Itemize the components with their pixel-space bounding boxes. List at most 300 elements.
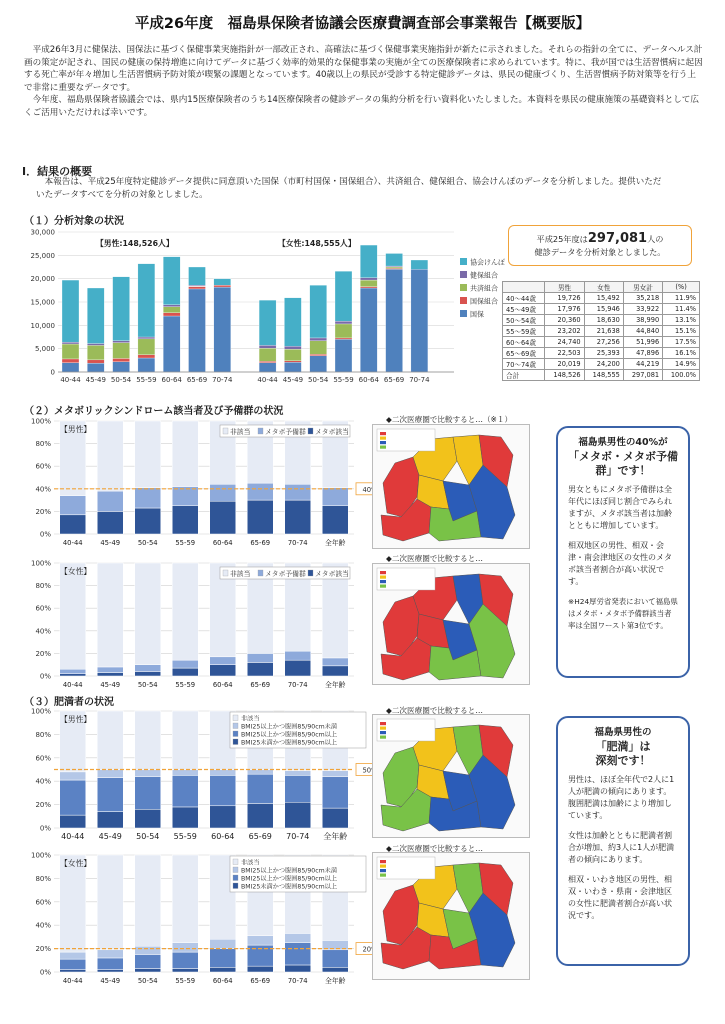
x-tick-label: 70-74 bbox=[287, 681, 308, 689]
bar-segment bbox=[285, 771, 311, 776]
bar-segment bbox=[335, 338, 352, 339]
legend-swatch bbox=[460, 258, 467, 265]
bar-segment bbox=[310, 338, 327, 341]
bar-segment bbox=[247, 662, 273, 676]
y-tick-label: 30,000 bbox=[30, 228, 55, 237]
map-legend-swatch bbox=[380, 571, 386, 574]
y-tick-label: 40% bbox=[35, 485, 51, 494]
bar-segment bbox=[138, 355, 155, 358]
bar-segment bbox=[360, 278, 377, 280]
bar-segment bbox=[259, 361, 276, 362]
x-tick-label: 全年齢 bbox=[325, 539, 346, 547]
table-header-cell bbox=[503, 282, 545, 293]
bar-segment bbox=[310, 356, 327, 372]
legend-swatch bbox=[223, 570, 228, 576]
metabo-box-text-1: 男女ともにメタボ予備群は全年代にほぼ同じ割合でみられますが、メタボ該当者は加齢とともに増加しています。 bbox=[568, 485, 672, 530]
bar-segment bbox=[210, 967, 236, 972]
x-tick-label: 60-64 bbox=[212, 977, 233, 985]
y-tick-label: 20% bbox=[35, 649, 51, 658]
bar-segment bbox=[163, 316, 180, 372]
table-cell: 19,726 bbox=[545, 293, 584, 304]
bar-segment bbox=[284, 298, 301, 347]
map-legend-swatch bbox=[380, 432, 386, 435]
bar-segment bbox=[386, 253, 403, 266]
y-tick-label: 80% bbox=[35, 582, 51, 591]
bar-segment bbox=[247, 483, 273, 500]
bar-segment bbox=[322, 777, 348, 809]
x-tick-label: 70-74 bbox=[287, 539, 308, 547]
bar-segment bbox=[87, 344, 104, 346]
region-map-obesity-female bbox=[372, 852, 530, 980]
y-tick-label: 100% bbox=[30, 851, 51, 860]
subjects-chart bbox=[20, 224, 505, 396]
table-cell: 44,219 bbox=[623, 359, 662, 370]
bar-segment bbox=[322, 666, 348, 676]
bar-segment bbox=[97, 950, 123, 958]
map-caption-1: ◆二次医療圏で比較すると…（※１） bbox=[386, 415, 513, 424]
bar-segment bbox=[135, 508, 161, 534]
y-tick-label: 0 bbox=[50, 368, 55, 377]
table-cell: 40～44歳 bbox=[503, 293, 545, 304]
bar-segment bbox=[285, 933, 311, 942]
legend-label: メタボ予備群 bbox=[265, 570, 306, 578]
table-cell: 24,200 bbox=[584, 359, 623, 370]
bar-segment bbox=[322, 488, 348, 506]
obesity-box-text-2: 女性は加齢とともに肥満者割合が増加、約3人に1人が肥満者の傾向にあります。 bbox=[568, 831, 675, 864]
x-tick-label: 70-74 bbox=[287, 977, 308, 985]
y-tick-label: 15,000 bbox=[30, 298, 55, 307]
y-tick-label: 60% bbox=[35, 462, 51, 471]
bar-segment bbox=[172, 487, 198, 506]
table-header-cell: 男女計 bbox=[623, 282, 662, 293]
table-cell: 297,081 bbox=[623, 370, 662, 381]
subjects-table bbox=[502, 281, 700, 381]
bar-segment bbox=[135, 777, 161, 810]
bar-segment bbox=[285, 943, 311, 965]
bar-segment bbox=[322, 967, 348, 972]
bar-segment bbox=[210, 939, 236, 948]
bar-segment bbox=[411, 269, 428, 372]
bar-segment bbox=[285, 802, 311, 828]
legend-label: BMI25未満かつ腹囲85/90cm以上 bbox=[241, 883, 338, 891]
reference-label: 20% bbox=[362, 945, 378, 954]
section-heading: Ⅰ．結果の概要 bbox=[22, 165, 93, 178]
x-tick-label: 40-44 bbox=[62, 539, 83, 547]
bar-segment bbox=[135, 488, 161, 508]
sub3-heading: （３）肥満者の状況 bbox=[24, 697, 114, 708]
bar-segment bbox=[60, 772, 86, 780]
legend-label: BMI25以上かつ腹囲85/90cm以上 bbox=[241, 731, 338, 739]
x-tick-label: 60-64 bbox=[212, 681, 233, 689]
subjects-callout bbox=[508, 225, 692, 266]
x-tick-label: 65-69 bbox=[250, 977, 271, 985]
bar-segment bbox=[310, 341, 327, 355]
sub2-heading: （２）メタボリックシンドローム該当者及び予備群の状況 bbox=[24, 406, 284, 417]
bar-segment bbox=[60, 563, 86, 669]
bar-segment bbox=[62, 342, 79, 344]
bar-segment bbox=[322, 808, 348, 828]
y-tick-label: 20,000 bbox=[30, 275, 55, 284]
bar-segment bbox=[335, 339, 352, 372]
map-legend-swatch bbox=[380, 580, 386, 583]
bar-segment bbox=[360, 280, 377, 287]
y-tick-label: 80% bbox=[35, 730, 51, 739]
map-legend-swatch bbox=[380, 441, 386, 444]
x-tick-label: 45-49 bbox=[282, 376, 304, 384]
y-tick-label: 100% bbox=[30, 707, 51, 716]
metabo-box-heading-2: 「メタボ・メタボ予備群」です！ bbox=[568, 450, 678, 477]
bar-segment bbox=[360, 288, 377, 372]
callout-line2: 健診データを分析対象としました。 bbox=[534, 247, 666, 257]
bar-segment bbox=[210, 949, 236, 968]
bar-segment bbox=[163, 307, 180, 313]
bar-segment bbox=[310, 354, 327, 355]
table-cell: 47,896 bbox=[623, 348, 662, 359]
legend-swatch bbox=[258, 428, 263, 434]
bar-segment bbox=[97, 711, 123, 770]
bar-segment bbox=[60, 669, 86, 674]
bar-segment bbox=[285, 965, 311, 972]
female-total-label: 【女性:148,555人】 bbox=[278, 239, 356, 248]
bar-segment bbox=[97, 770, 123, 778]
table-cell: 14.9% bbox=[663, 359, 700, 370]
bar-segment bbox=[172, 775, 198, 807]
bar-segment bbox=[163, 257, 180, 305]
bar-segment bbox=[97, 958, 123, 970]
map-legend-swatch bbox=[380, 860, 386, 863]
table-cell: 11.9% bbox=[663, 293, 700, 304]
table-cell: 21,638 bbox=[584, 326, 623, 337]
bar-segment bbox=[214, 279, 231, 286]
bar-segment bbox=[247, 770, 273, 775]
bar-segment bbox=[210, 484, 236, 501]
bar-segment bbox=[113, 358, 130, 361]
bar-segment bbox=[285, 500, 311, 534]
table-row bbox=[503, 337, 700, 348]
bar-segment bbox=[138, 358, 155, 372]
table-cell: 50～54歳 bbox=[503, 315, 545, 326]
table-cell: 38,990 bbox=[623, 315, 662, 326]
bar-segment bbox=[322, 950, 348, 968]
x-tick-label: 55-59 bbox=[175, 539, 196, 547]
bar-segment bbox=[247, 803, 273, 828]
bar-segment bbox=[135, 665, 161, 672]
bar-segment bbox=[210, 665, 236, 676]
legend-label: BMI25以上かつ腹囲85/90cm以上 bbox=[241, 875, 338, 883]
legend-swatch bbox=[460, 310, 467, 317]
table-cell: 65～69歳 bbox=[503, 348, 545, 359]
table-cell: 35,218 bbox=[623, 293, 662, 304]
table-cell: 25,393 bbox=[584, 348, 623, 359]
bar-segment bbox=[386, 267, 403, 268]
table-row bbox=[503, 348, 700, 359]
bar-segment bbox=[60, 959, 86, 970]
map-legend-swatch bbox=[380, 865, 386, 868]
region-map-obesity-male bbox=[372, 714, 530, 838]
x-tick-label: 55-59 bbox=[333, 376, 354, 384]
bar-segment bbox=[285, 660, 311, 676]
y-tick-label: 40% bbox=[35, 627, 51, 636]
y-tick-label: 0% bbox=[39, 672, 51, 681]
legend-swatch bbox=[233, 883, 238, 889]
x-tick-label: 50-54 bbox=[136, 832, 160, 841]
x-tick-label: 40-44 bbox=[257, 376, 278, 384]
table-cell: 44,840 bbox=[623, 326, 662, 337]
bar-segment bbox=[60, 674, 86, 676]
bar-segment bbox=[210, 657, 236, 665]
map-legend-swatch bbox=[380, 874, 386, 877]
metabo-male-chart bbox=[20, 414, 378, 552]
x-tick-label: 60-64 bbox=[358, 376, 379, 384]
bar-segment bbox=[172, 952, 198, 968]
map-caption-4: ◆二次医療圏で比較すると… bbox=[386, 844, 483, 853]
bar-segment bbox=[87, 345, 104, 359]
bar-segment bbox=[259, 300, 276, 345]
bar-segment bbox=[247, 774, 273, 803]
table-row bbox=[503, 370, 700, 381]
bar-segment bbox=[113, 341, 130, 343]
bar-segment bbox=[322, 506, 348, 534]
x-tick-label: 65-69 bbox=[186, 376, 208, 384]
bar-segment bbox=[97, 491, 123, 511]
legend-label: 非該当 bbox=[230, 428, 251, 436]
legend-swatch bbox=[258, 570, 263, 576]
metabo-box-text-2: 相双地区の男性、相双・会津・南会津地区の女性のメタボ該当者割合が高い状況です。 bbox=[568, 541, 672, 586]
bar-segment bbox=[135, 954, 161, 968]
bar-segment bbox=[87, 288, 104, 344]
obesity-male-chart bbox=[20, 704, 378, 846]
y-tick-label: 40% bbox=[35, 921, 51, 930]
table-header-cell: (%) bbox=[663, 282, 700, 293]
bar-segment bbox=[310, 285, 327, 338]
table-cell: 23,202 bbox=[545, 326, 584, 337]
table-cell: 11.4% bbox=[663, 304, 700, 315]
bar-segment bbox=[62, 344, 79, 359]
table-cell: 70～74歳 bbox=[503, 359, 545, 370]
bar-segment bbox=[210, 775, 236, 805]
x-tick-label: 55-59 bbox=[175, 681, 196, 689]
table-cell: 148,555 bbox=[584, 370, 623, 381]
x-tick-label: 60-64 bbox=[212, 539, 233, 547]
bar-segment bbox=[172, 563, 198, 660]
legend-label: BMI25未満かつ腹囲85/90cm以上 bbox=[241, 739, 338, 747]
region-map-metabo-female bbox=[372, 563, 530, 685]
x-tick-label: 45-49 bbox=[85, 376, 106, 384]
x-tick-label: 45-49 bbox=[98, 832, 122, 841]
bar-segment bbox=[113, 277, 130, 341]
legend-swatch bbox=[233, 739, 238, 745]
table-cell: 15,946 bbox=[584, 304, 623, 315]
x-tick-label: 50-54 bbox=[137, 681, 158, 689]
y-tick-label: 0% bbox=[39, 530, 51, 539]
y-tick-label: 40% bbox=[35, 777, 51, 786]
table-header-row bbox=[503, 282, 700, 293]
map-legend-swatch bbox=[380, 446, 386, 449]
table-cell: 合計 bbox=[503, 370, 545, 381]
x-tick-label: 55-59 bbox=[136, 376, 157, 384]
bar-segment bbox=[97, 970, 123, 972]
bar-segment bbox=[285, 651, 311, 660]
x-tick-label: 40-44 bbox=[62, 681, 83, 689]
y-tick-label: 10,000 bbox=[30, 321, 55, 330]
map-caption-2: ◆二次医療圏で比較すると… bbox=[386, 554, 483, 563]
reference-label: 40% bbox=[362, 485, 378, 494]
bar-segment bbox=[172, 855, 198, 943]
bar-segment bbox=[97, 812, 123, 828]
bar-segment bbox=[60, 780, 86, 815]
legend-swatch bbox=[308, 570, 313, 576]
bar-segment bbox=[60, 855, 86, 952]
table-header-cell: 男性 bbox=[545, 282, 584, 293]
map-legend-swatch bbox=[380, 576, 386, 579]
bar-segment bbox=[97, 855, 123, 950]
chart-tag: 【男性】 bbox=[60, 715, 92, 724]
bar-segment bbox=[138, 337, 155, 339]
x-tick-label: 50-54 bbox=[137, 539, 158, 547]
legend-label: 国保 bbox=[470, 310, 484, 319]
y-tick-label: 60% bbox=[35, 604, 51, 613]
bar-segment bbox=[97, 667, 123, 673]
x-tick-label: 65-69 bbox=[250, 539, 271, 547]
x-tick-label: 45-49 bbox=[100, 539, 121, 547]
table-cell: 13.1% bbox=[663, 315, 700, 326]
bar-segment bbox=[189, 287, 206, 289]
table-cell: 55～59歳 bbox=[503, 326, 545, 337]
bar-segment bbox=[285, 484, 311, 500]
bar-segment bbox=[135, 671, 161, 676]
y-tick-label: 0% bbox=[39, 968, 51, 977]
legend-swatch bbox=[460, 297, 467, 304]
x-tick-label: 60-64 bbox=[161, 376, 182, 384]
bar-segment bbox=[247, 966, 273, 972]
x-tick-label: 70-74 bbox=[286, 832, 310, 841]
table-cell: 27,256 bbox=[584, 337, 623, 348]
bar-segment bbox=[284, 362, 301, 372]
map-legend-swatch bbox=[380, 722, 386, 725]
bar-segment bbox=[138, 264, 155, 337]
table-cell: 15.1% bbox=[663, 326, 700, 337]
x-tick-label: 70-74 bbox=[409, 376, 430, 384]
bar-segment bbox=[322, 658, 348, 666]
x-tick-label: 50-54 bbox=[110, 376, 132, 384]
obesity-box-heading-2: 「肥満」は bbox=[595, 740, 651, 753]
bar-segment bbox=[62, 280, 79, 342]
bar-segment bbox=[163, 305, 180, 307]
table-cell: 100.0% bbox=[663, 370, 700, 381]
reference-label: 50% bbox=[362, 766, 378, 775]
chart-tag: 【女性】 bbox=[60, 859, 92, 868]
bar-segment bbox=[386, 269, 403, 372]
map-legend-swatch bbox=[380, 585, 386, 588]
chart-tag: 【女性】 bbox=[60, 567, 92, 576]
x-tick-label: 55-59 bbox=[175, 977, 196, 985]
legend-label: 協会けんぽ bbox=[470, 258, 505, 267]
x-tick-label: 65-69 bbox=[250, 681, 271, 689]
legend-label: 共済組合 bbox=[470, 284, 498, 293]
bar-segment bbox=[135, 946, 161, 954]
bar-segment bbox=[113, 362, 130, 372]
x-tick-label: 全年齢 bbox=[325, 681, 346, 689]
bar-segment bbox=[135, 563, 161, 665]
bar-segment bbox=[135, 855, 161, 946]
bar-segment bbox=[411, 260, 428, 269]
bar-segment bbox=[322, 771, 348, 777]
region-map-metabo-male bbox=[372, 424, 530, 549]
bar-segment bbox=[284, 349, 301, 361]
legend-swatch bbox=[460, 271, 467, 278]
y-tick-label: 20% bbox=[35, 945, 51, 954]
obesity-box-text-1: 男性は、ほぼ全年代で2人に1人が肥満の傾向にあります。腹囲肥満は加齢により増加しています。 bbox=[568, 775, 675, 820]
table-cell: 17.5% bbox=[663, 337, 700, 348]
bar-segment bbox=[87, 363, 104, 372]
map-legend-swatch bbox=[380, 731, 386, 734]
legend-swatch bbox=[233, 859, 238, 865]
legend-label: メタボ該当 bbox=[315, 428, 349, 436]
metabo-box-heading-1: 福島県男性の40%が bbox=[578, 437, 668, 448]
table-cell: 18,630 bbox=[584, 315, 623, 326]
callout-prefix: 平成25年度は bbox=[536, 234, 588, 244]
bar-segment bbox=[259, 345, 276, 348]
table-header-cell: 女性 bbox=[584, 282, 623, 293]
map-legend-swatch bbox=[380, 869, 386, 872]
bar-segment bbox=[97, 563, 123, 667]
table-cell: 45～49歳 bbox=[503, 304, 545, 315]
map-legend-swatch bbox=[380, 437, 386, 440]
callout-number: 297,081 bbox=[587, 231, 648, 246]
bar-segment bbox=[135, 968, 161, 972]
table-cell: 20,360 bbox=[545, 315, 584, 326]
y-tick-label: 80% bbox=[35, 440, 51, 449]
bar-segment bbox=[247, 936, 273, 945]
table-cell: 51,996 bbox=[623, 337, 662, 348]
bar-segment bbox=[172, 968, 198, 972]
bar-segment bbox=[259, 348, 276, 361]
x-tick-label: 40-44 bbox=[60, 376, 81, 384]
section-text: 本報告は、平成25年度特定健診データ提供に同意頂いた国保（市町村国保・国保組合）、共済組合、健保組合、協会けんぽのデータを分析しました。提供いただいたデータすべてを分析の対象としました。 bbox=[36, 177, 662, 200]
obesity-info-box bbox=[556, 716, 690, 966]
bar-segment bbox=[172, 668, 198, 676]
table-cell: 33,922 bbox=[623, 304, 662, 315]
map-caption-3: ◆二次医療圏で比較すると… bbox=[386, 706, 483, 715]
bar-segment bbox=[284, 346, 301, 349]
bar-segment bbox=[172, 807, 198, 828]
bar-segment bbox=[210, 501, 236, 534]
bar-segment bbox=[210, 806, 236, 828]
male-total-label: 【男性:148,526人】 bbox=[96, 239, 174, 248]
callout-unit: 人の bbox=[647, 234, 664, 244]
legend-label: BMI25以上かつ腹囲85/90cm未満 bbox=[241, 723, 338, 731]
bar-segment bbox=[360, 287, 377, 288]
y-tick-label: 100% bbox=[30, 559, 51, 568]
metabo-info-box bbox=[556, 426, 690, 678]
x-tick-label: 全年齢 bbox=[323, 832, 348, 841]
bar-segment bbox=[247, 500, 273, 534]
intro-text bbox=[24, 44, 704, 120]
bar-segment bbox=[60, 496, 86, 515]
x-tick-label: 70-74 bbox=[212, 376, 233, 384]
bar-segment bbox=[335, 271, 352, 321]
sub1-heading: （１）分析対象の状況 bbox=[24, 216, 124, 227]
legend-label: BMI25以上かつ腹囲85/90cm未満 bbox=[241, 867, 338, 875]
x-tick-label: 60-64 bbox=[211, 832, 235, 841]
bar-segment bbox=[62, 359, 79, 363]
obesity-female-chart bbox=[20, 848, 378, 990]
table-cell: 22,503 bbox=[545, 348, 584, 359]
x-tick-label: 45-49 bbox=[100, 977, 121, 985]
y-tick-label: 25,000 bbox=[30, 251, 55, 260]
bar-segment bbox=[285, 775, 311, 802]
bar-segment bbox=[172, 506, 198, 534]
